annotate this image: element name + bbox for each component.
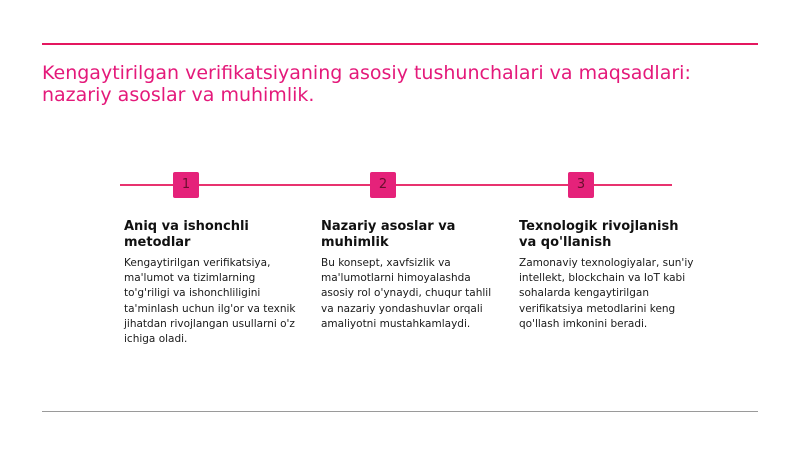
bottom-divider xyxy=(42,411,758,412)
step-column-1 xyxy=(124,219,299,347)
step-heading: Aniq va ishonchli metodlar xyxy=(124,219,249,250)
step-heading: Texnologik rivojlanish va qo'llanish xyxy=(519,219,679,250)
step-column-2 xyxy=(321,219,496,332)
step-description: Zamonaviy texnologiyalar, sun'iy intellekt, blockchain va IoT kabi sohalarda kengaytirilgan verifikatsiya metodlarini keng qo'llash imkonini beradi. xyxy=(519,257,694,330)
step-badge-3: 3 xyxy=(568,172,594,198)
slide-title: Kengaytirilgan verifikatsiyaning asosiy tushunchalari va maqsadlari: nazariy asoslar va muhimlik. xyxy=(42,62,691,106)
step-badge-1: 1 xyxy=(173,172,199,198)
step-column-3 xyxy=(519,219,699,332)
step-heading: Nazariy asoslar va muhimlik xyxy=(321,219,456,250)
step-description: Kengaytirilgan verifikatsiya, ma'lumot va tizimlarning to'g'riligi va ishonchliligini ta'minlash uchun ilg'or va texnik jihatdan rivojlangan usullarni o'z ichiga oladi. xyxy=(124,257,296,346)
step-description: Bu konsept, xavfsizlik va ma'lumotlarni himoyalashda asosiy rol o'ynaydi, chuqur tahlil va nazariy yondashuvlar orqali amaliyotni mustahkamlaydi. xyxy=(321,257,492,330)
top-divider xyxy=(42,43,758,45)
step-badge-2: 2 xyxy=(370,172,396,198)
